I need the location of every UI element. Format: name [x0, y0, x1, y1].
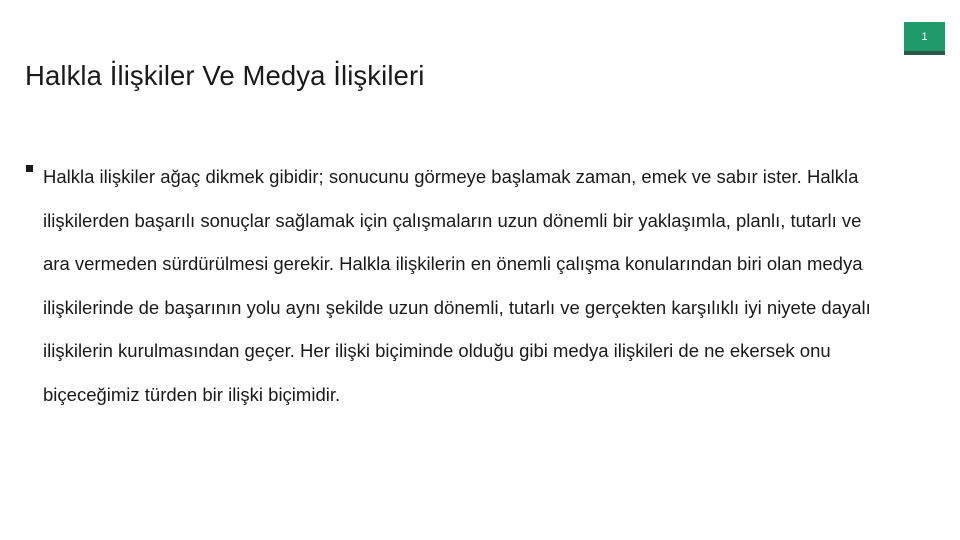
slide-number: 1: [921, 30, 928, 43]
bullet-text: Halkla ilişkiler ağaç dikmek gibidir; sonucunu görmeye başlamak zaman, emek ve sabır ister. Halkla ilişkilerden başarılı sonuçlar sağlamak için çalışmaların uzun dönemli bir yaklaşımla, planlı, tutarlı ve ara vermeden sürdürülmesi gerekir. Halkla ilişkilerin en önemli çalışma konularından biri olan medya ilişkilerinde de başarının yolu aynı şekilde uzun dönemli, tutarlı ve gerçekten karşılıklı iyi niyete dayalı ilişkilerin kurulmasından geçer. Her ilişki biçiminde olduğu gibi medya ilişkileri de ne ekersek onu biçeceğimiz türden bir ilişki biçimidir.: [43, 166, 871, 405]
slide-number-badge: [904, 22, 945, 55]
slide-title: Halkla İlişkiler Ve Medya İlişkileri: [25, 60, 425, 91]
bullet-list: [26, 155, 906, 416]
bullet-square-icon: [26, 165, 33, 172]
